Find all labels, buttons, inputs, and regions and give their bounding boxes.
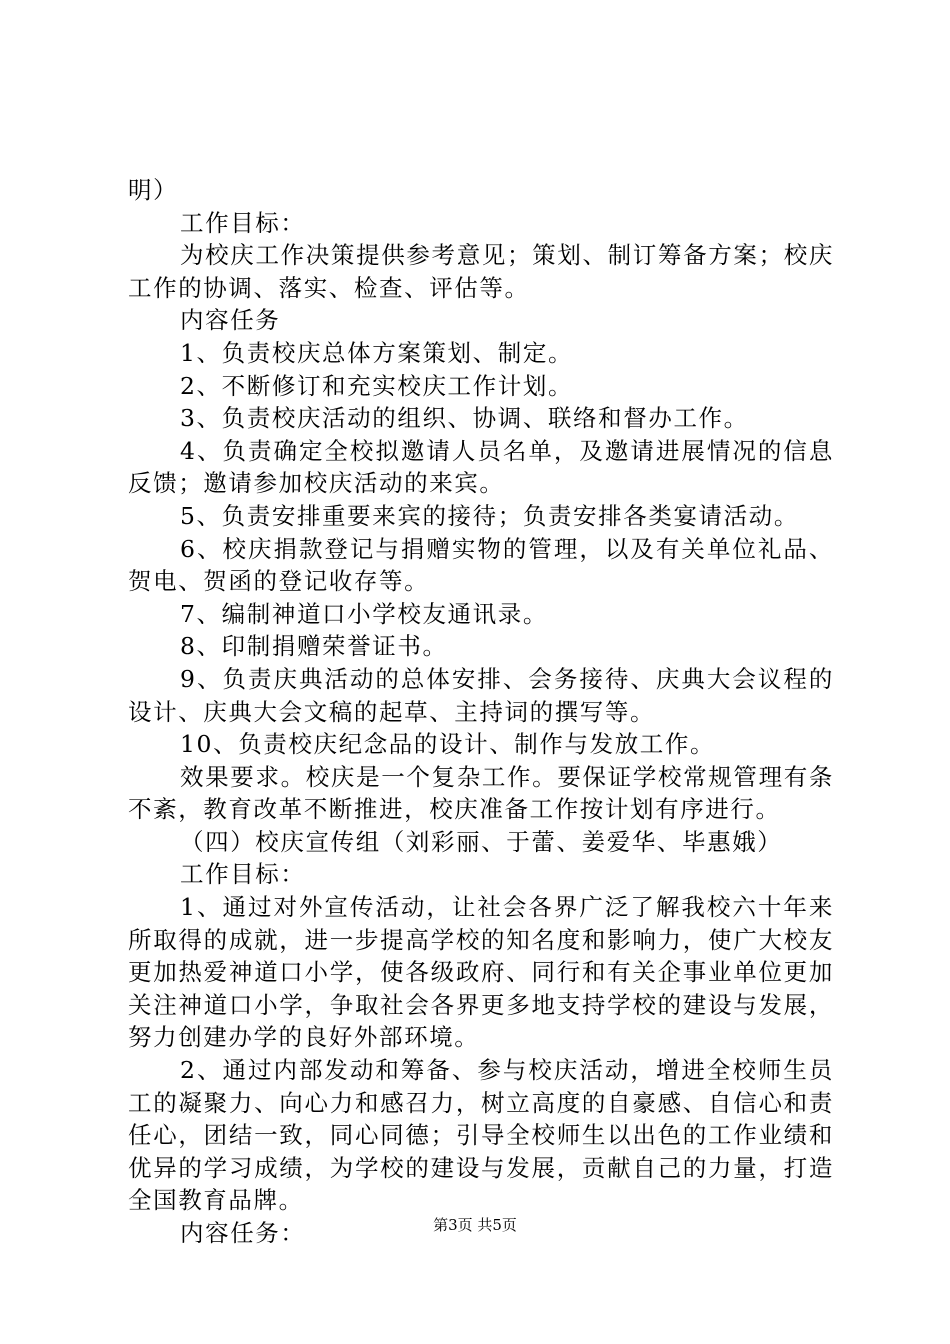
paragraph: 3、负责校庆活动的组织、协调、联络和督办工作。: [180, 404, 749, 433]
paragraph: 内容任务: [180, 306, 281, 335]
paragraph: 9、负责庆典活动的总体安排、会务接待、庆典大会议程的设计、庆典大会文稿的起草、主持词的撰写等。: [128, 664, 834, 726]
paragraph: 1、通过对外宣传活动，让社会各界广泛了解我校六十年来所取得的成就，进一步提高学校的知名度和影响力，使广大校友更加热爱神道口小学，使各级政府、同行和有关企事业单位更加关注神道口小学，争取社会各界更多地支持学校的建设与发展，努力创建办学的良好外部环境。: [128, 893, 834, 1052]
page-footer: 第3页 共5页: [433, 1216, 517, 1234]
paragraph: 工作目标：: [180, 860, 306, 889]
paragraph: 7、编制神道口小学校友通讯录。: [180, 599, 548, 628]
paragraph: 2、通过内部发动和筹备、参与校庆活动，增进全校师生员工的凝聚力、向心力和感召力，树立高度的自豪感、自信心和责任心，团结一致，同心同德；引导全校师生以出色的工作业绩和优异的学习成绩，为学校的建设与发展，贡献自己的力量，打造全国教育品牌。: [128, 1056, 834, 1215]
paragraph: 6、校庆捐款登记与捐赠实物的管理，以及有关单位礼品、贺电、贺函的登记收存等。: [128, 534, 834, 596]
paragraph: 为校庆工作决策提供参考意见；策划、制订筹备方案；校庆工作的协调、落实、检查、评估等。: [128, 241, 834, 302]
paragraph: 明）: [128, 176, 179, 204]
paragraph: 4、负责确定全校拟邀请人员名单，及邀请进展情况的信息反馈；邀请参加校庆活动的来宾。: [128, 436, 834, 498]
paragraph: 效果要求。校庆是一个复杂工作。要保证学校常规管理有条不紊，教育改革不断推进，校庆准备工作按计划有序进行。: [128, 762, 834, 824]
document-body: [128, 174, 834, 1250]
paragraph: 1、负责校庆总体方案策划、制定。: [180, 338, 574, 367]
paragraph: 5、负责安排重要来宾的接待；负责安排各类宴请活动。: [180, 501, 799, 530]
paragraph: 10、负责校庆纪念品的设计、制作与发放工作。: [180, 730, 716, 759]
paragraph: 2、不断修订和充实校庆工作计划。: [180, 371, 574, 400]
paragraph: 8、印制捐赠荣誉证书。: [180, 632, 448, 661]
section-heading: （四）校庆宣传组（刘彩丽、于蕾、姜爱华、毕惠娥）: [180, 827, 783, 856]
paragraph: 内容任务：: [180, 1219, 306, 1247]
paragraph: 工作目标：: [180, 208, 306, 237]
